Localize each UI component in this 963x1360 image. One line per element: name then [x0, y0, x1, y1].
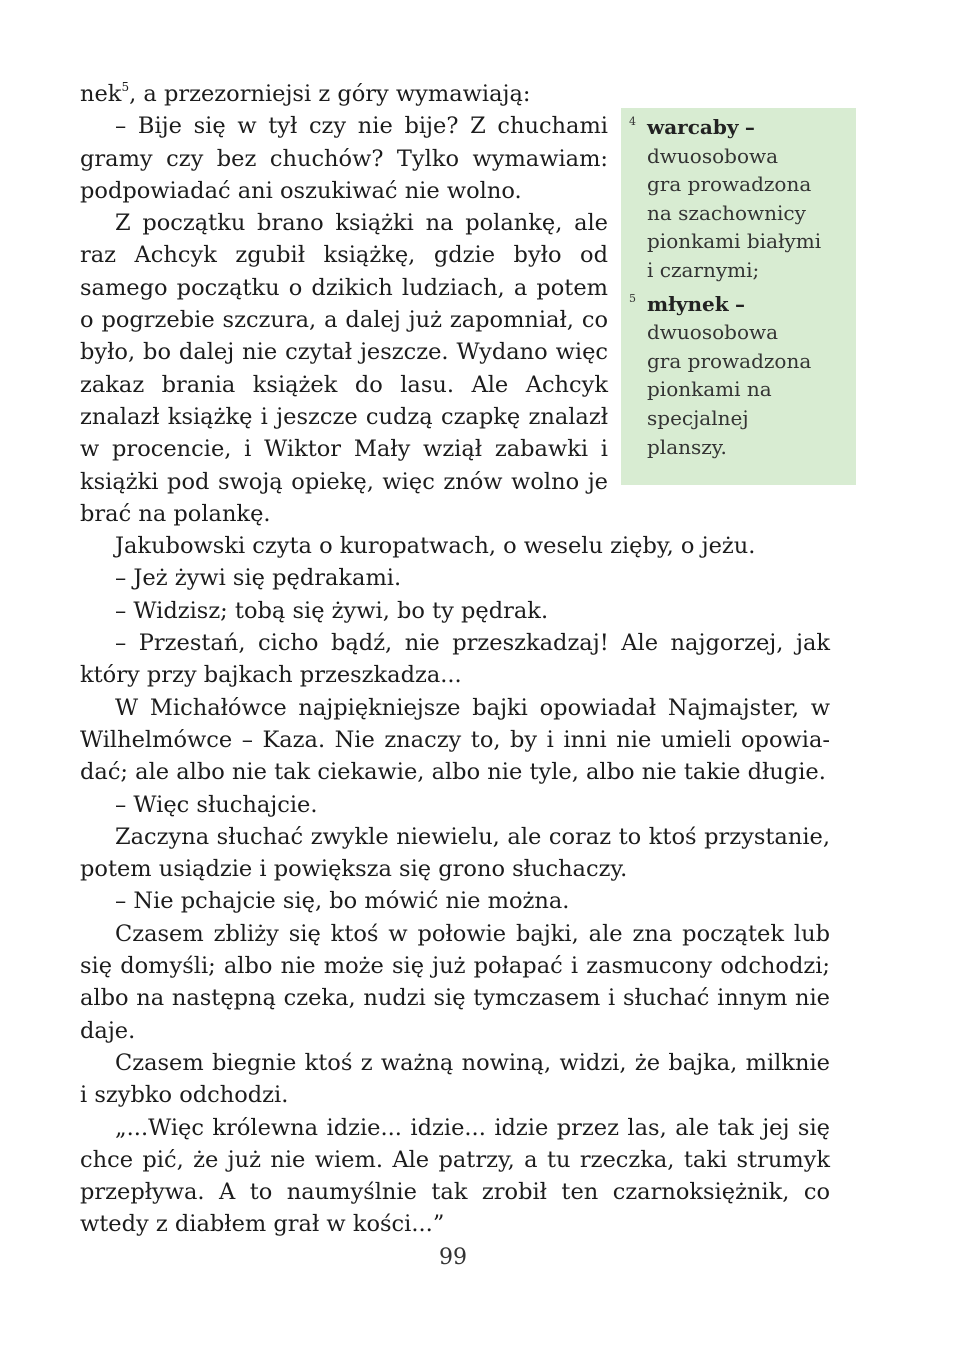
paragraph: „...Więc królewna idzie... idzie... idzie przez las, ale tak jej się chce pić, że już nie wiem. Ale patrzy, a tu rzeczka, taki strumyk przepływa. A to naumyślnie tak zrobił ten czarnoksiężnik, co wtedy z diabłem grał w kości...” [80, 1114, 830, 1238]
page-number: 99 [439, 1245, 467, 1270]
note-line: gra prowadzona [647, 348, 812, 373]
glossary-note [629, 113, 846, 285]
text-beside-glossary [80, 78, 608, 530]
note-line: planszy. [647, 434, 727, 459]
paragraph: – Jeż żywi się pędrakami. [115, 565, 402, 592]
note-line: i czarnymi; [647, 257, 760, 282]
note-number: 4 [629, 115, 636, 128]
note-line: pionkami na [647, 377, 772, 402]
paragraph: W Michałówce najpiękniejsze bajki opowiadał Najmajster, w Wilhelmówce – Kaza. Nie znaczy to, by i inni nie umieli opowiadać; ale albo nie tak ciekawie, albo nie tyle, albo nie takie długie. [80, 694, 830, 786]
paragraph: Jakubowski czyta o kuropatwach, o weselu zięby, o jeżu. [115, 533, 756, 560]
note-line: dwuosobowa [647, 143, 779, 168]
paragraph: Czasem zbliży się ktoś w połowie bajki, ale zna początek lub się domyśli; albo nie może się już połapać i zasmucony odchodzi; albo na następną czeka, nudzi się tymczasem i słuchać innym nie daje. [80, 920, 830, 1044]
paragraph: Z początku brano książki na polankę, ale raz Achcyk zgubił książkę, gdzie było od samego początku o dzikich ludziach, a potem o pogrzebie szczura, a dalej już zapomniał, co było, bo dalej nie czytał jeszcze. Wydano więc zakaz brania książek do lasu. Ale Achcyk znalazł książkę i jeszcze cudzą czapkę znalazł w procencie, i Wiktor Mały wziął zabawki i książki pod swoją opiekę, więc znów wolno je brać na polankę. [80, 210, 608, 527]
paragraph: – Nie pchajcie się, bo mówić nie można. [115, 888, 570, 915]
paragraph: Zaczyna słuchać zwykle niewielu, ale coraz to ktoś przystanie, potem usiądzie i powiększa się grono słuchaczy. [80, 823, 830, 883]
paragraph-text: , a przezorniejsi z góry wymawiają: [129, 81, 531, 107]
note-line: specjalnej [647, 405, 749, 430]
paragraph: – Więc słuchajcie. [115, 791, 318, 818]
paragraph: Czasem biegnie ktoś z ważną nowiną, widzi, że bajka, milknie i szybko odchodzi. [80, 1049, 830, 1109]
note-line: na szachownicy [647, 200, 806, 225]
paragraph [80, 78, 608, 110]
glossary-box [621, 108, 856, 485]
paragraph: – Bije się w tył czy nie bije? Z chuchami gramy czy bez chuchów? Tylko wymawiam: podpowiadać ani oszukiwać nie wolno. [80, 113, 608, 204]
note-term: młynek [647, 291, 729, 316]
note-number: 5 [629, 291, 636, 305]
paragraph: – Przestań, cicho bądź, nie przeszkadzaj! Ale najgorzej, jak który przy bajkach przeszkadza... [80, 630, 830, 689]
paragraph-text: nek [80, 81, 122, 107]
footnote-ref-5: 5 [121, 80, 130, 94]
note-line: dwuosobowa [647, 320, 779, 345]
note-dash: – [744, 115, 755, 139]
note-line: gra prowadzona [647, 172, 812, 197]
paragraph: – Widzisz; tobą się żywi, bo ty pędrak. [115, 597, 549, 624]
glossary-note [629, 290, 846, 462]
note-term: warcaby [647, 115, 739, 139]
note-dash: – [734, 291, 745, 316]
note-line: pionkami białymi [647, 229, 822, 254]
